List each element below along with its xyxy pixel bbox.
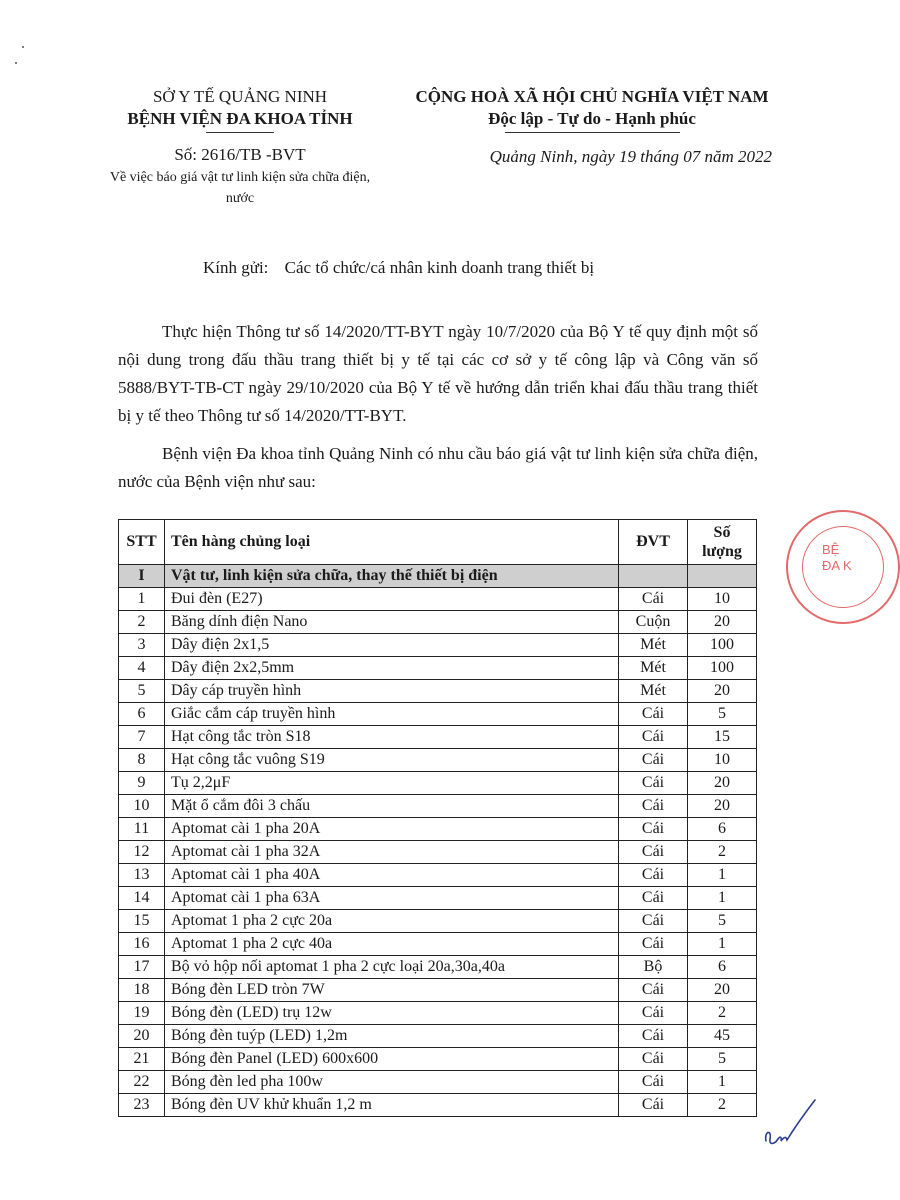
- row-name: Mặt ổ cắm đôi 3 chấu: [165, 795, 619, 818]
- row-quantity: 1: [688, 933, 757, 956]
- row-stt: 2: [119, 611, 165, 634]
- national-header: [392, 86, 792, 168]
- row-unit: Mét: [619, 657, 688, 680]
- section-qty-cell: [688, 565, 757, 588]
- row-unit: Cái: [619, 910, 688, 933]
- row-unit: Cái: [619, 887, 688, 910]
- row-stt: 4: [119, 657, 165, 680]
- row-stt: 19: [119, 1002, 165, 1025]
- row-quantity: 6: [688, 956, 757, 979]
- row-stt: 9: [119, 772, 165, 795]
- row-unit: Bộ: [619, 956, 688, 979]
- row-name: Dây điện 2x2,5mm: [165, 657, 619, 680]
- row-stt: 10: [119, 795, 165, 818]
- row-quantity: 20: [688, 611, 757, 634]
- row-stt: 6: [119, 703, 165, 726]
- table-row: [119, 795, 757, 818]
- row-quantity: 10: [688, 588, 757, 611]
- row-quantity: 100: [688, 657, 757, 680]
- body-paragraph-1: Thực hiện Thông tư số 14/2020/TT-BYT ngày 10/7/2020 của Bộ Y tế quy định một số nội dung trong đấu thầu trang thiết bị y tế tại các cơ sở y tế công lập và Công văn số 5888/BYT-TB-CT ngày 29/10/2020 của Bộ Y tế về hướng dẫn triển khai đấu thầu trang thiết bị y tế theo Thông tư số 14/2020/TT-BYT.: [118, 322, 758, 425]
- row-stt: 20: [119, 1025, 165, 1048]
- recipient-label: Kính gửi:: [203, 258, 269, 277]
- row-unit: Cái: [619, 703, 688, 726]
- row-stt: 17: [119, 956, 165, 979]
- row-unit: Mét: [619, 634, 688, 657]
- header-quantity: [688, 520, 757, 565]
- row-name: Đui đèn (E27): [165, 588, 619, 611]
- row-quantity: 15: [688, 726, 757, 749]
- row-quantity: 6: [688, 818, 757, 841]
- scan-speck: [15, 62, 17, 64]
- row-stt: 12: [119, 841, 165, 864]
- document-number: Số: 2616/TB -BVT: [174, 145, 306, 164]
- table-row: [119, 910, 757, 933]
- table-row: [119, 772, 757, 795]
- row-quantity: 5: [688, 703, 757, 726]
- table-header-row: [119, 520, 757, 565]
- row-quantity: 2: [688, 1094, 757, 1117]
- items-table: [118, 519, 757, 1117]
- row-quantity: 5: [688, 1048, 757, 1071]
- row-stt: 8: [119, 749, 165, 772]
- row-stt: 7: [119, 726, 165, 749]
- row-quantity: 1: [688, 864, 757, 887]
- row-unit: Cái: [619, 772, 688, 795]
- row-quantity: 20: [688, 979, 757, 1002]
- initial-signature: [760, 1095, 820, 1155]
- row-stt: 22: [119, 1071, 165, 1094]
- section-row: [119, 565, 757, 588]
- header-quantity-line1: Số: [713, 524, 731, 541]
- row-unit: Cái: [619, 1002, 688, 1025]
- row-quantity: 2: [688, 1002, 757, 1025]
- row-quantity: 2: [688, 841, 757, 864]
- table-row: [119, 1094, 757, 1117]
- row-name: Bóng đèn LED tròn 7W: [165, 979, 619, 1002]
- row-unit: Cái: [619, 1025, 688, 1048]
- row-name: Aptomat cài 1 pha 20A: [165, 818, 619, 841]
- table-row: [119, 956, 757, 979]
- table-row: [119, 841, 757, 864]
- row-name: Aptomat cài 1 pha 63A: [165, 887, 619, 910]
- table-row: [119, 818, 757, 841]
- table-row: [119, 979, 757, 1002]
- row-unit: Cái: [619, 795, 688, 818]
- row-name: Hạt công tắc vuông S19: [165, 749, 619, 772]
- row-name: Bóng đèn (LED) trụ 12w: [165, 1002, 619, 1025]
- row-unit: Cái: [619, 979, 688, 1002]
- row-quantity: 100: [688, 634, 757, 657]
- body-paragraph-2: Bệnh viện Đa khoa tỉnh Quảng Ninh có nhu cầu báo giá vật tư linh kiện sửa chữa điện, nước của Bệnh viện như sau:: [118, 444, 758, 491]
- row-stt: 15: [119, 910, 165, 933]
- table-row: [119, 588, 757, 611]
- stamp-text: [822, 542, 852, 574]
- table-row: [119, 657, 757, 680]
- row-name: Bóng đèn UV khử khuẩn 1,2 m: [165, 1094, 619, 1117]
- row-quantity: 20: [688, 795, 757, 818]
- row-unit: Cái: [619, 726, 688, 749]
- row-name: Bóng đèn tuýp (LED) 1,2m: [165, 1025, 619, 1048]
- row-quantity: 1: [688, 887, 757, 910]
- row-name: Aptomat cài 1 pha 40A: [165, 864, 619, 887]
- country-name: CỘNG HOÀ XÃ HỘI CHỦ NGHĨA VIỆT NAM: [415, 87, 769, 106]
- row-stt: 23: [119, 1094, 165, 1117]
- row-stt: 3: [119, 634, 165, 657]
- row-unit: Cái: [619, 1048, 688, 1071]
- section-unit-cell: [619, 565, 688, 588]
- header-unit: ĐVT: [619, 520, 688, 565]
- table-row: [119, 864, 757, 887]
- table-row: [119, 1002, 757, 1025]
- agency-name: SỞ Y TẾ QUẢNG NINH: [152, 87, 328, 106]
- section-number: I: [119, 565, 165, 588]
- row-quantity: 10: [688, 749, 757, 772]
- row-name: Bóng đèn Panel (LED) 600x600: [165, 1048, 619, 1071]
- row-stt: 18: [119, 979, 165, 1002]
- row-unit: Cái: [619, 818, 688, 841]
- row-name: Hạt công tắc tròn S18: [165, 726, 619, 749]
- recipient-value: Các tổ chức/cá nhân kinh doanh trang thiết bị: [284, 258, 595, 277]
- row-stt: 13: [119, 864, 165, 887]
- header-name: Tên hàng chủng loại: [165, 520, 619, 565]
- row-unit: Cái: [619, 864, 688, 887]
- row-name: Tụ 2,2μF: [165, 772, 619, 795]
- row-unit: Mét: [619, 680, 688, 703]
- row-name: Giắc cắm cáp truyền hình: [165, 703, 619, 726]
- row-unit: Cái: [619, 1094, 688, 1117]
- row-unit: Cái: [619, 933, 688, 956]
- row-name: Dây điện 2x1,5: [165, 634, 619, 657]
- stamp-text-line2: ĐA K: [822, 558, 852, 573]
- row-quantity: 20: [688, 680, 757, 703]
- row-stt: 1: [119, 588, 165, 611]
- national-motto: Độc lập - Tự do - Hạnh phúc: [488, 109, 696, 128]
- table-row: [119, 1025, 757, 1048]
- header-quantity-line2: lượng: [702, 543, 742, 560]
- table-row: [119, 634, 757, 657]
- row-stt: 5: [119, 680, 165, 703]
- subject-line-2: nước: [225, 191, 255, 206]
- scan-speck: [22, 46, 24, 48]
- issuer-underline: [206, 132, 274, 133]
- row-unit: Cái: [619, 588, 688, 611]
- row-quantity: 20: [688, 772, 757, 795]
- official-stamp: [786, 510, 900, 624]
- issue-date: Quảng Ninh, ngày 19 tháng 07 năm 2022: [489, 147, 772, 166]
- row-stt: 16: [119, 933, 165, 956]
- subject-line-1: Về việc báo giá vật tư linh kiện sửa chữa điện,: [109, 170, 371, 185]
- table-row: [119, 933, 757, 956]
- issuer-block: [95, 86, 385, 208]
- row-unit: Cuộn: [619, 611, 688, 634]
- table-row: [119, 703, 757, 726]
- row-name: Aptomat 1 pha 2 cực 20a: [165, 910, 619, 933]
- row-name: Aptomat cài 1 pha 32A: [165, 841, 619, 864]
- table-row: [119, 749, 757, 772]
- hospital-name: BỆNH VIỆN ĐA KHOA TỈNH: [127, 109, 353, 128]
- row-quantity: 1: [688, 1071, 757, 1094]
- row-unit: Cái: [619, 1071, 688, 1094]
- row-stt: 21: [119, 1048, 165, 1071]
- table-row: [119, 680, 757, 703]
- row-name: Bộ vỏ hộp nối aptomat 1 pha 2 cực loại 20a,30a,40a: [165, 956, 619, 979]
- section-title: Vật tư, linh kiện sửa chữa, thay thế thiết bị điện: [165, 565, 619, 588]
- table-row: [119, 1048, 757, 1071]
- stamp-text-line1: BỆ: [822, 542, 840, 557]
- table-row: [119, 611, 757, 634]
- row-quantity: 5: [688, 910, 757, 933]
- table-row: [119, 1071, 757, 1094]
- row-name: Aptomat 1 pha 2 cực 40a: [165, 933, 619, 956]
- row-name: Bóng đèn led pha 100w: [165, 1071, 619, 1094]
- table-row: [119, 887, 757, 910]
- motto-underline: [505, 132, 680, 133]
- header-stt: STT: [119, 520, 165, 565]
- row-unit: Cái: [619, 749, 688, 772]
- row-quantity: 45: [688, 1025, 757, 1048]
- row-stt: 14: [119, 887, 165, 910]
- table-row: [119, 726, 757, 749]
- row-unit: Cái: [619, 841, 688, 864]
- row-name: Dây cáp truyền hình: [165, 680, 619, 703]
- recipient-line: [203, 258, 594, 278]
- row-name: Băng dính điện Nano: [165, 611, 619, 634]
- row-stt: 11: [119, 818, 165, 841]
